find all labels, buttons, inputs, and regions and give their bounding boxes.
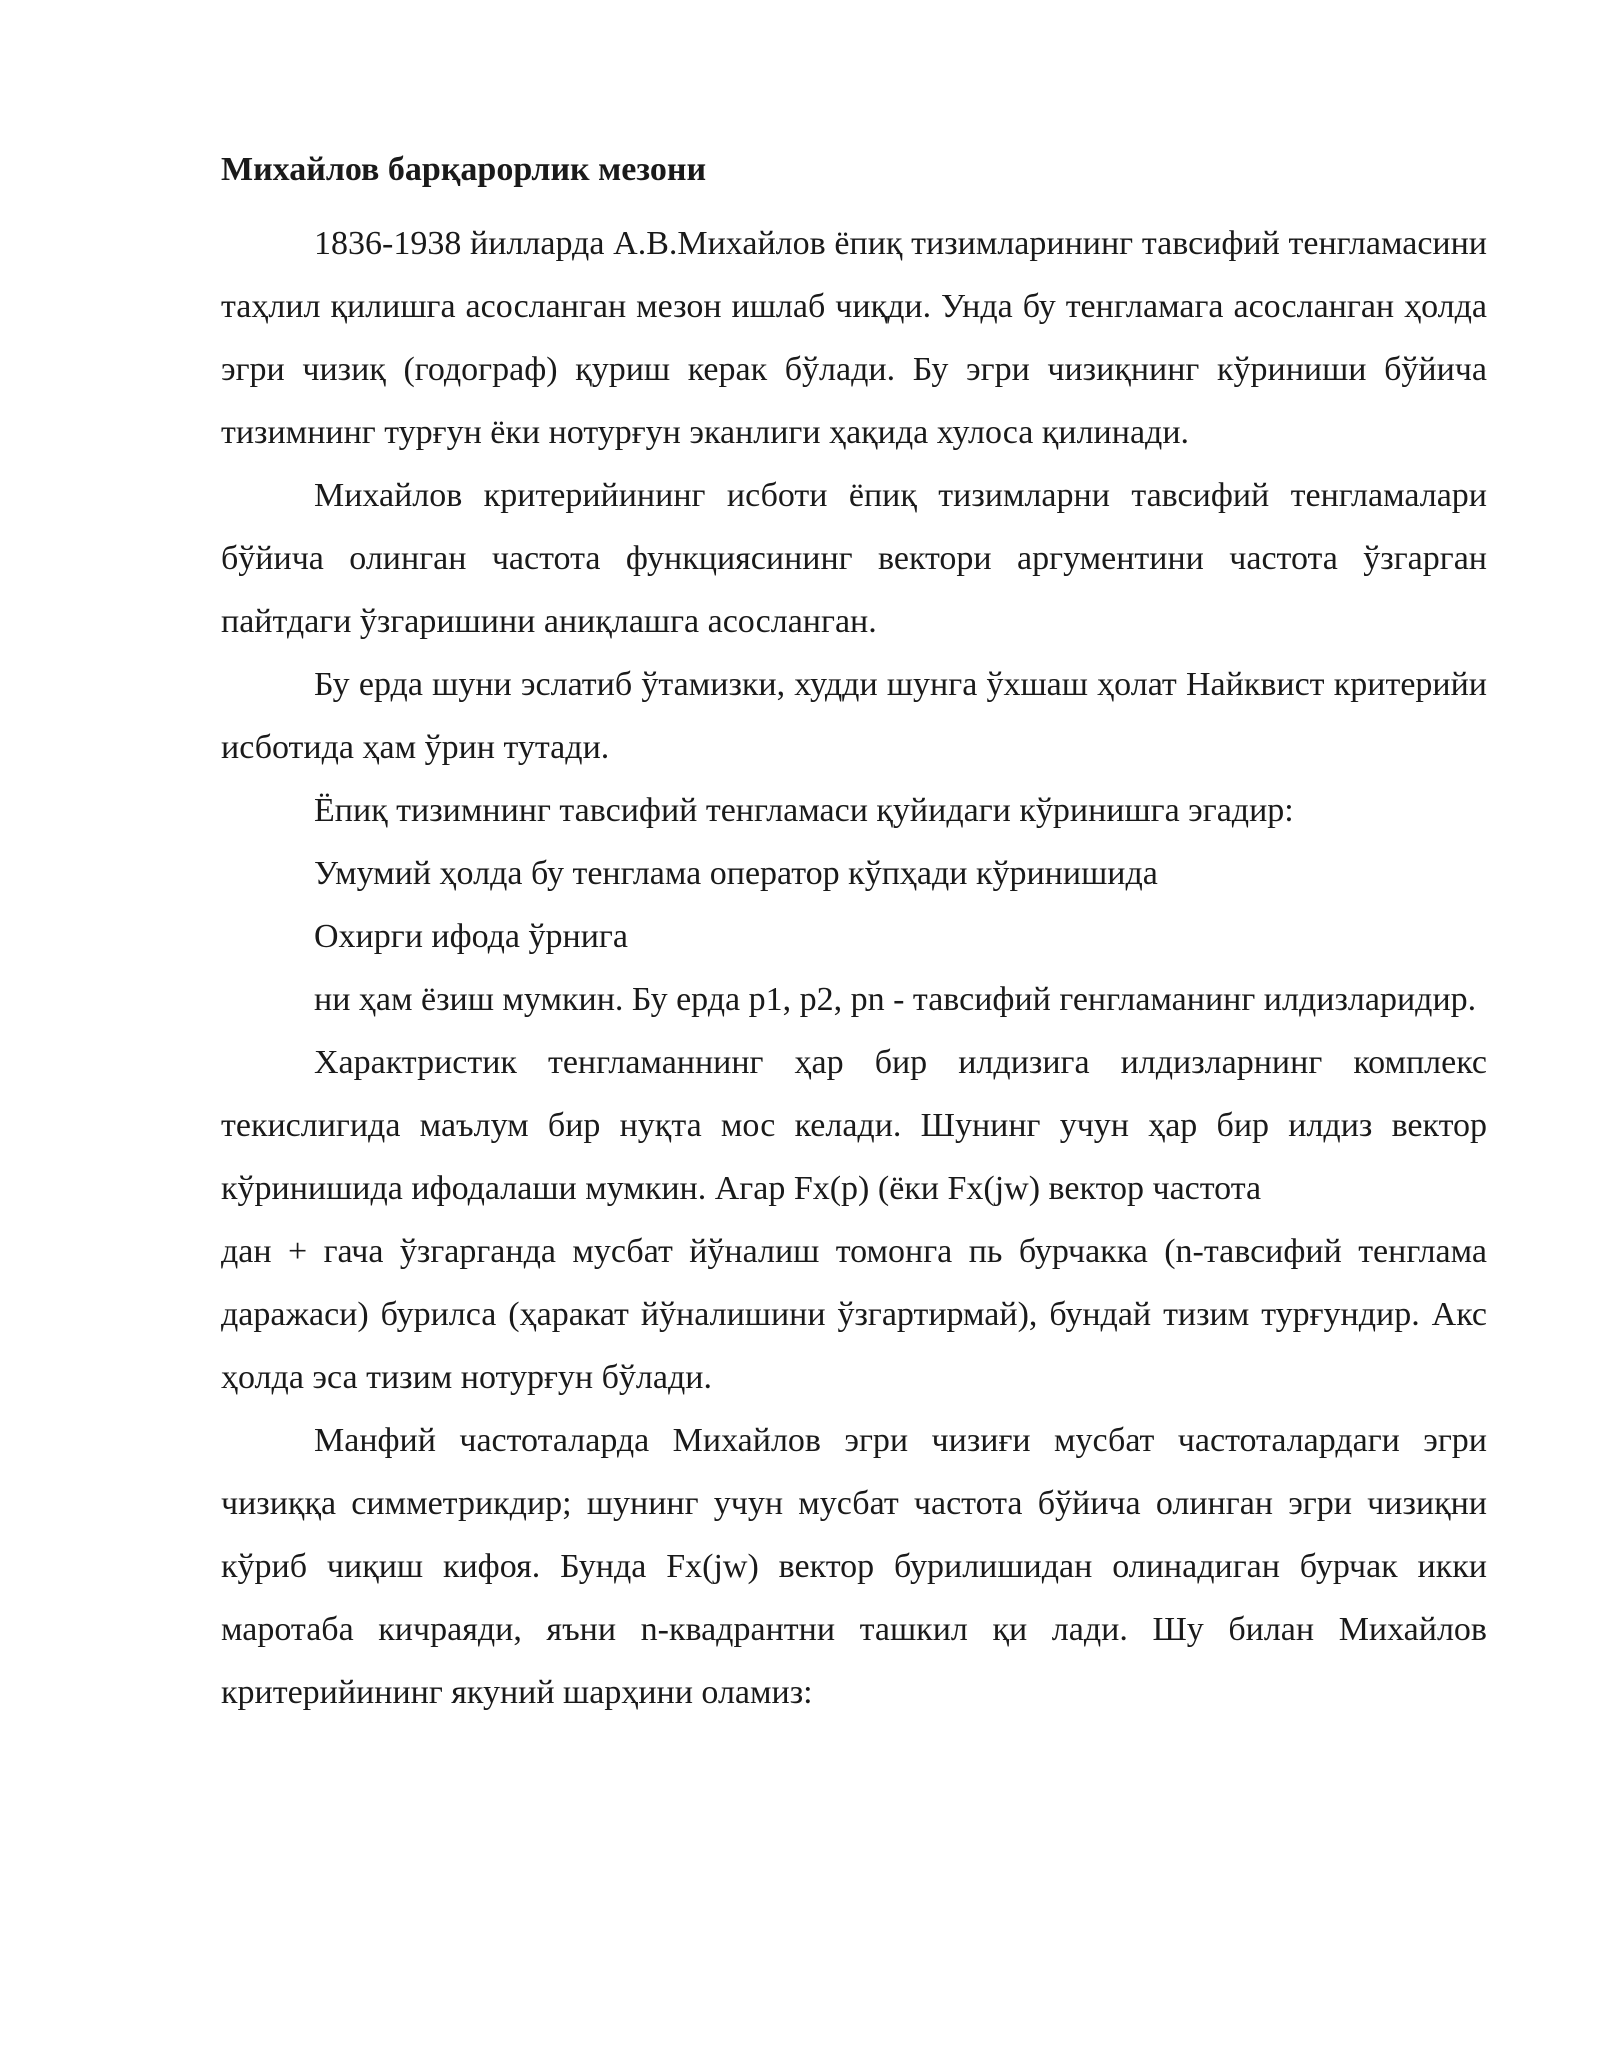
paragraph-last-expression: Охирги ифода ўрнига — [314, 918, 628, 955]
document-body — [221, 140, 1487, 1724]
paragraph-complex-plane: Характристик тенгламаннинг ҳар бир илдизига илдизларнинг комплекс текислигида маълум бир нуқта мос келади. Шунинг учун ҳар бир илдиз вектор кўринишида ифодалаши мумкин. Агар Fx(p) (ёки Fx(jw) вектор частота — [221, 1044, 1487, 1207]
paragraph-nyquist-note: Бу ерда шуни эслатиб ўтамизки, худди шунга ўхшаш ҳолат Найквист критерийи исботида ҳам ўрин тутади. — [221, 666, 1487, 766]
paragraph-roots: ни ҳам ёзиш мумкин. Бу ерда p1, p2, pn - тавсифий генгламанинг илдизларидир. — [314, 981, 1477, 1018]
paragraph-negative-frequencies: Манфий частоталарда Михайлов эгри чизиғи мусбат частоталардаги эгри чизиққа симметрикдир; шунинг учун мусбат частота бўйича олинган эгри чизиқни кўриб чиқиш кифоя. Бунда Fx(jw) вектор бурилишидан олинадиган бурчак икки маротаба кичраяди, яъни n-квадрантни ташкил қи лади. Шу билан Михайлов критерийининг якуний шарҳини оламиз: — [221, 1422, 1487, 1711]
paragraph-criterion-proof: Михайлов критерийининг исботи ёпиқ тизимларни тавсифий тенгламалари бўйича олинган частота функциясининг вектори аргументини частота ўзгарган пайтдаги ўзгаришини аниқлашга асосланган. — [221, 477, 1487, 640]
paragraph-mikhailov-history: 1836-1938 йилларда А.В.Михайлов ёпиқ тизимларининг тавсифий тенгламасини таҳлил қилишга асосланган мезон ишлаб чиқди. Унда бу тенгламага асосланган ҳолда эгри чизиқ (годограф) қуриш керак бўлади. Бу эгри чизиқнинг кўриниши бўйича тизимнинг турғун ёки нотурғун эканлиги ҳақида хулоса қилинади. — [221, 225, 1487, 451]
document-title: Михайлов барқарорлик мезони — [221, 151, 707, 188]
paragraph-stability-condition: дан + гача ўзгарганда мусбат йўналиш томонга пь бурчакка (n-тавсифий тенглама даражаси) бурилса (ҳаракат йўналишини ўзгартирмай), бундай тизим турғундир. Акс ҳолда эса тизим нотурғун бўлади. — [221, 1233, 1487, 1396]
paragraph-characteristic-equation: Ёпиқ тизимнинг тавсифий тенгламаси қуйидаги кўринишга эгадир: — [314, 792, 1294, 829]
paragraph-operator-polynomial: Умумий ҳолда бу тенглама оператор кўпҳади кўринишида — [314, 855, 1158, 892]
